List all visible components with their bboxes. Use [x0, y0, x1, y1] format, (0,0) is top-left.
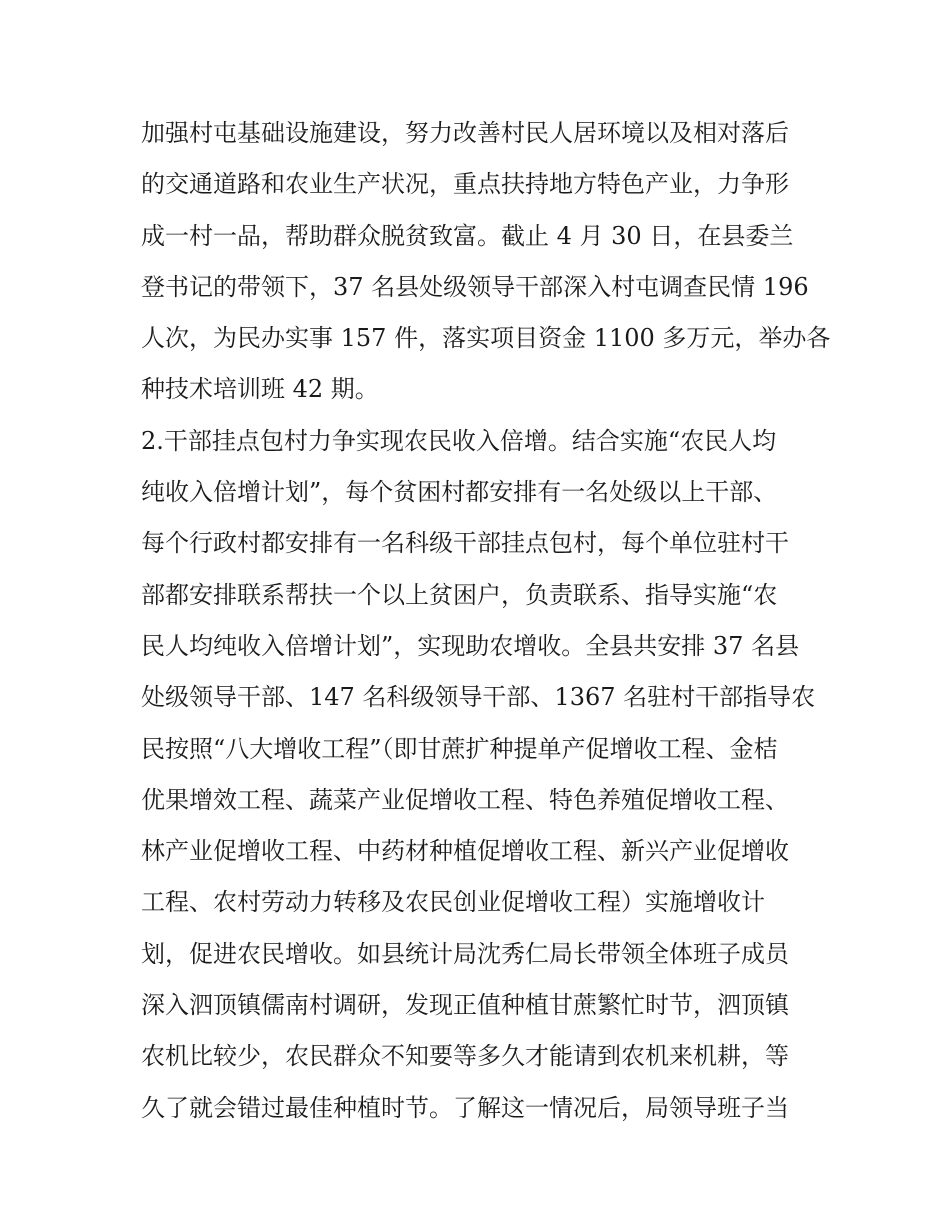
- text-line: 每个行政村都安排有一名科级干部挂点包村，每个单位驻村干: [141, 529, 789, 558]
- text-line: 部都安排联系帮扶一个以上贫困户，负责联系、指导实施“农: [141, 580, 778, 609]
- text-line: 工程、农村劳动力转移及农民创业促增收工程）实施增收计: [141, 888, 765, 917]
- text-line: 处级领导干部、147 名科级领导干部、1367 名驻村干部指导农: [141, 683, 816, 712]
- text-line: 纯收入倍增计划”，每个贫困村都安排有一名处级以上干部、: [141, 478, 778, 507]
- text-line: 农机比较少，农民群众不知要等多久才能请到农机来机耕，等: [141, 1042, 789, 1071]
- text-line: 深入泗顶镇儒南村调研，发现正值种植甘蔗繁忙时节，泗顶镇: [141, 991, 789, 1020]
- text-line: 人次，为民办实事 157 件，落实项目资金 1100 多万元，举办各: [141, 324, 831, 353]
- text-line: 久了就会错过最佳种植时节。了解这一情况后，局领导班子当: [141, 1093, 789, 1122]
- text-line: 成一村一品，帮助群众脱贫致富。截止 4 月 30 日，在县委兰: [141, 221, 794, 250]
- text-line: 种技术培训班 42 期。: [141, 375, 379, 404]
- text-line: 登书记的带领下，37 名县处级领导干部深入村屯调查民情 196: [141, 272, 809, 301]
- text-line: 划，促进农民增收。如县统计局沈秀仁局长带领全体班子成员: [141, 939, 789, 968]
- text-line: 优果增效工程、蔬菜产业促增收工程、特色养殖促增收工程、: [141, 785, 789, 814]
- body-text: [141, 108, 831, 1134]
- text-line: 林产业促增收工程、中药材种植促增收工程、新兴产业促增收: [141, 837, 789, 866]
- section-heading-line: 2.干部挂点包村力争实现农民收入倍增。结合实施“农民人均: [141, 426, 777, 455]
- text-line: 加强村屯基础设施建设，努力改善村民人居环境以及相对落后: [141, 119, 789, 147]
- text-line: 民按照“八大增收工程”（即甘蔗扩种提单产促增收工程、金桔: [141, 734, 778, 763]
- text-line: 民人均纯收入倍增计划”，实现助农增收。全县共安排 37 名县: [141, 631, 800, 660]
- text-line: 的交通道路和农业生产状况，重点扶持地方特色产业，力争形: [141, 170, 789, 199]
